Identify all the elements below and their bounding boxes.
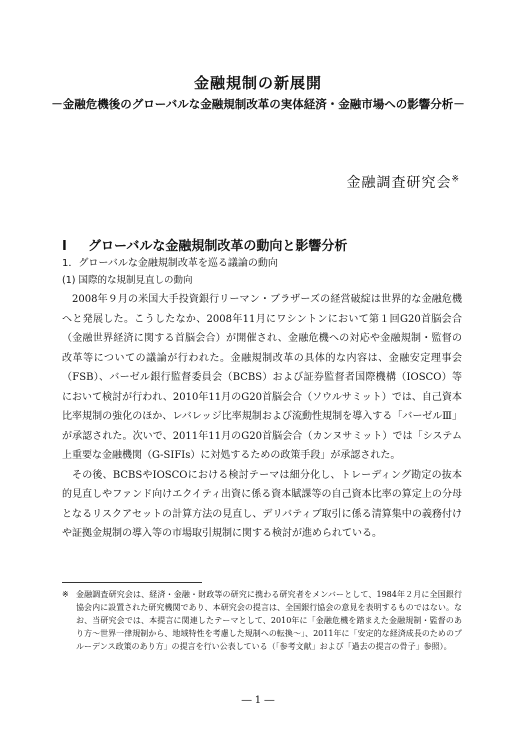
footnote xyxy=(62,588,462,653)
author-name: 金融調査研究会 xyxy=(346,175,452,191)
footnote-mark: ※ xyxy=(62,590,69,599)
author-footnote-mark: ※ xyxy=(451,174,460,185)
paragraph: その後、BCBSやIOSCOにおける検討テーマは細分化し、トレーディング勘定の抜本的見直しやファンド向けエクイティ出資に係る資本賦課等の自己資本比率の算定上の分母となるリスクアセットの計算方法の見直し、デリバティブ取引に係る清算集中の義務付けや証拠金規制の導入等の市場取引規制に関する検討が進められている。 xyxy=(62,469,462,539)
section-number: Ⅰ xyxy=(62,239,67,254)
document-subtitle: －金融危機後のグローバルな金融規制改革の実体経済・金融市場への影響分析－ xyxy=(51,97,465,111)
body-text xyxy=(62,290,462,544)
paragraph: 2008年９月の米国大手投資銀行リーマン・ブラザーズの経営破綻は世界的な金融危機へと発展した。こうしたなか、2008年11月にワシントンにおいて第１回G20首脳会合（金融世界経済に関する首脳会合）が開催され、金融危機への対応や金融規制・監督の改革等についての議論が行われた。金融規制改革の具体的な内容は、金融安定理事会（FSB）、バーゼル銀行監督委員会（BCBS）および証券監督者国際機構（IOSCO）等において検討が行われ、2010年11月のG20首脳会合（ソウルサミット）では、自己資本比率規制の強化のほか、レバレッジ比率規制および流動性規制を導入する「バーゼルⅢ」が承認された。次いで、2011年11月のG20首脳会合（カンヌサミット）では「システム上重要な金融機関（G-SIFIs）に対処するための政策手段」が承認された。 xyxy=(62,294,462,461)
subsubsection-heading: (1) 国際的な規制見直しの動向 xyxy=(62,275,193,286)
section-title: グローバルな金融規制改革の動向と影響分析 xyxy=(88,239,348,254)
section-heading xyxy=(62,235,347,254)
footnote-divider xyxy=(62,582,202,583)
page-number: ― 1 ― xyxy=(241,695,275,706)
subsection-heading: 1．グローバルな金融規制改革を巡る議論の動向 xyxy=(62,258,278,269)
footnote-text: 金融調査研究会は、経済・金融・財政等の研究に携わる研究者をメンバーとして、1984年２月に全国銀行協会内に設置された研究機関であり、本研究会の提言は、全国銀行協会の意見を表明するものではない。なお、当研究会では、本提言に関連したテーマとして、2010年に「金融危機を踏まえた金融規制・監督のあり方～世界一律規制から、地域特性を考慮した規制への転換～」、2011年に「安定的な経済成長のためのプルーデンス政策のあり方」の提言を行い公表している（「参考文献」および「過去の提言の骨子」参照）。 xyxy=(76,590,462,651)
document-title: 金融規制の新展開 xyxy=(193,74,322,92)
author-block xyxy=(346,172,460,192)
